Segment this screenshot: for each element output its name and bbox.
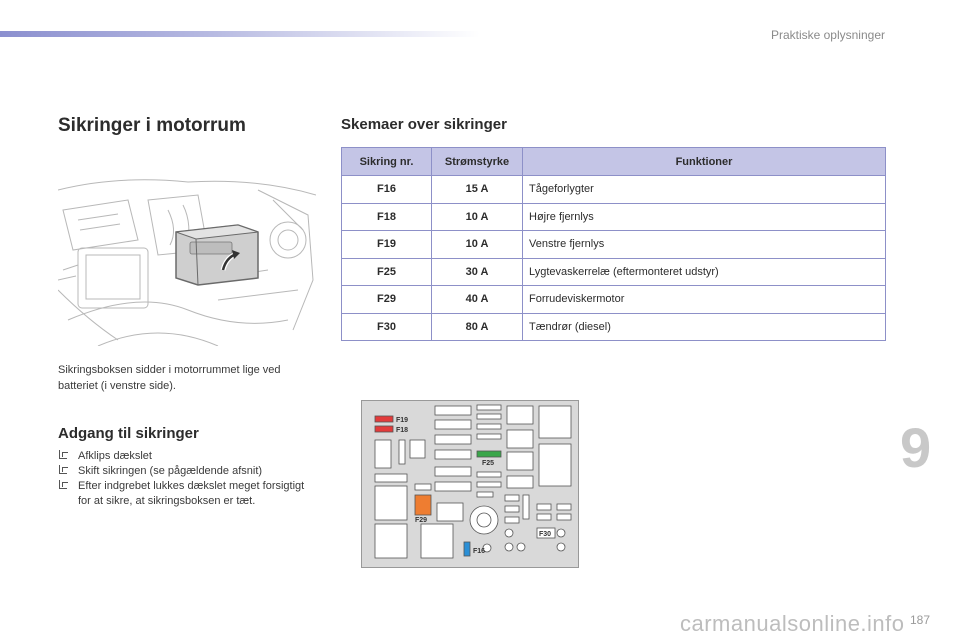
table-row (342, 203, 886, 231)
fusebox-diagram (361, 400, 579, 568)
header-amperage: Strømstyrke (432, 148, 523, 176)
header-functions: Funktioner (523, 148, 886, 176)
access-steps (58, 449, 318, 509)
table-header-row (342, 148, 886, 176)
fuse-function: Højre fjernlys (523, 203, 886, 231)
table-row (342, 231, 886, 259)
fuse-amperage: 15 A (432, 176, 523, 204)
fusebox-caption: Sikringsboksen sidder i motorrummet lige ved batteriet (i venstre side). (58, 364, 281, 392)
table-title: Skemaer over sikringer (341, 116, 507, 133)
access-heading: Adgang til sikringer (58, 425, 199, 442)
section-title: Praktiske oplysninger (770, 28, 885, 42)
fuse-function: Lygtevaskerrelæ (eftermonteret udstyr) (523, 258, 886, 286)
fuse-function: Tændrør (diesel) (523, 313, 886, 341)
engine-compartment-illustration (58, 170, 316, 346)
label-f19: F19 (396, 417, 409, 424)
fuse-f29-slot (415, 495, 431, 515)
fuse-table (341, 147, 886, 341)
fuse-number: F25 (342, 258, 432, 286)
fuse-f25-slot (477, 451, 501, 457)
fuse-function: Venstre fjernlys (523, 231, 886, 259)
table-row (342, 258, 886, 286)
step-arrow-icon (59, 480, 67, 489)
fuse-number: F18 (342, 203, 432, 231)
fuse-function: Tågeforlygter (523, 176, 886, 204)
page-title: Sikringer i motorrum (58, 115, 246, 136)
fuse-number: F29 (342, 286, 432, 314)
fuse-number: F19 (342, 231, 432, 259)
fuse-amperage: 30 A (432, 258, 523, 286)
fuse-function: Forrudeviskermotor (523, 286, 886, 314)
list-item: Efter indgrebet lukkes dækslet meget forsigtigt for at sikre, at sikringsboksen er tæt. (58, 479, 318, 509)
label-f18: F18 (396, 427, 409, 434)
fuse-number: F30 (342, 313, 432, 341)
table-row (342, 286, 886, 314)
label-f30: F30 (539, 531, 552, 538)
fuse-f18-slot (375, 426, 393, 432)
fuse-amperage: 40 A (432, 286, 523, 314)
step-arrow-icon (59, 450, 67, 459)
list-item: Skift sikringen (se pågældende afsnit) (58, 464, 318, 479)
fuse-number: F16 (342, 176, 432, 204)
chapter-number: 9 (900, 416, 932, 479)
step-arrow-icon (59, 465, 67, 474)
fuse-amperage: 10 A (432, 231, 523, 259)
fuse-amperage: 80 A (432, 313, 523, 341)
header-accent-bar (0, 31, 480, 37)
page-number: 187 (909, 613, 930, 627)
fuse-f16-slot (464, 542, 470, 556)
table-row (342, 176, 886, 204)
label-f25: F25 (482, 460, 495, 467)
label-f16: F16 (473, 548, 486, 555)
header-fuse-number: Sikring nr. (342, 148, 432, 176)
list-item: Afklips dækslet (58, 449, 318, 464)
fuse-f19-slot (375, 416, 393, 422)
watermark: carmanualsonline.info (680, 611, 905, 636)
table-row (342, 313, 886, 341)
label-f29: F29 (415, 517, 428, 524)
fuse-amperage: 10 A (432, 203, 523, 231)
